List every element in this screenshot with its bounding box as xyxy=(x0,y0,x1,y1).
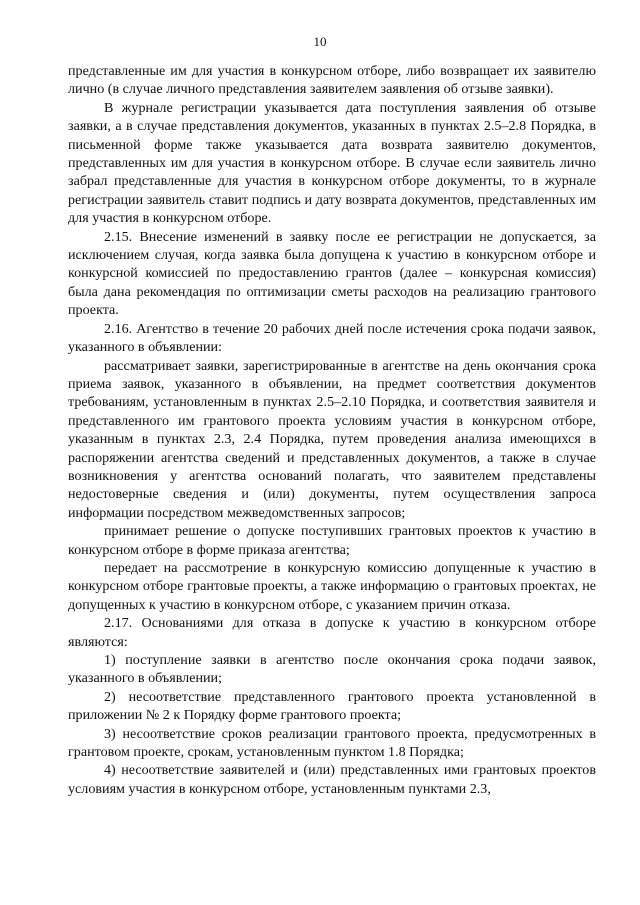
list-item-2: 2) несоответствие представленного грантового проекта установленной в приложении № 2 к Порядку форме грантового проекта; xyxy=(68,688,596,724)
document-body xyxy=(68,62,596,798)
paragraph-registration-journal: В журнале регистрации указывается дата поступления заявления об отзыве заявки, а в случае представления документов, указанных в пунктах 2.5–2.8 Порядка, в письменной форме также указывается дата возврата заявителю документов, представленных им для участия в конкурсном отборе. В случае если заявитель лично забрал представленные для участия в конкурсном отборе документы, то в журнале регистрации заявитель ставит подпись и дату возврата документов, представленных им для участия в конкурсном отборе. xyxy=(68,99,596,227)
paragraph-2-16: 2.16. Агентство в течение 20 рабочих дней после истечения срока подачи заявок, указанного в объявлении: xyxy=(68,320,596,356)
paragraph-2-15: 2.15. Внесение изменений в заявку после ее регистрации не допускается, за исключением случая, когда заявка была допущена к участию в конкурсном отборе и конкурсной комиссией по предоставлению грантов (далее – конкурсная комиссия) была дана рекомендация по оптимизации сметы расходов на реализацию грантового проекта. xyxy=(68,228,596,319)
paragraph-admission-decision: принимает решение о допуске поступивших грантовых проектов к участию в конкурсном отборе в форме приказа агентства; xyxy=(68,523,596,558)
list-item-4: 4) несоответствие заявителей и (или) представленных ими грантовых проектов условиям участия в конкурсном отборе, установленным пунктами 2.3, xyxy=(68,762,596,797)
list-item-1: 1) поступление заявки в агентство после окончания срока подачи заявок, указанного в объявлении; xyxy=(68,652,596,687)
list-item-3: 3) несоответствие сроков реализации грантового проекта, предусмотренных в грантовом проекте, срокам, установленным пунктом 1.8 Порядка; xyxy=(68,725,596,761)
paragraph-continuation: представленные им для участия в конкурсном отборе, либо возвращает их заявителю лично (в случае личного представления заявителем заявления об отзыве заявки). xyxy=(68,63,596,98)
paragraph-2-17: 2.17. Основаниями для отказа в допуске к участию в конкурсном отборе являются: xyxy=(68,615,596,650)
paragraph-reviews-applications: рассматривает заявки, зарегистрированные в агентстве на день окончания срока приема заявок, указанного в объявлении, на предмет соответствия документов требованиям, установленным в пунктах 2.5–2.10 Порядка, и соответствия заявителя и представленного им грантового проекта условиям участия в конкурсном отборе, указанным в пунктах 2.3, 2.4 Порядка, путем проведения анализа имеющихся в распоряжении агентства сведений и представленных документов, а также в случае возникновения у агентства оснований полагать, что заявителем представлены недостоверные сведения и (или) документы, путем осуществления запроса информации посредством межведомственных запросов; xyxy=(68,357,596,521)
paragraph-transfer-to-commission: передает на рассмотрение в конкурсную комиссию допущенные к участию в конкурсном отборе грантовые проекты, а также информацию о грантовых проектах, не допущенных к участию в конкурсном отборе, с указанием причин отказа. xyxy=(68,559,596,613)
page-number: 10 xyxy=(313,34,327,49)
